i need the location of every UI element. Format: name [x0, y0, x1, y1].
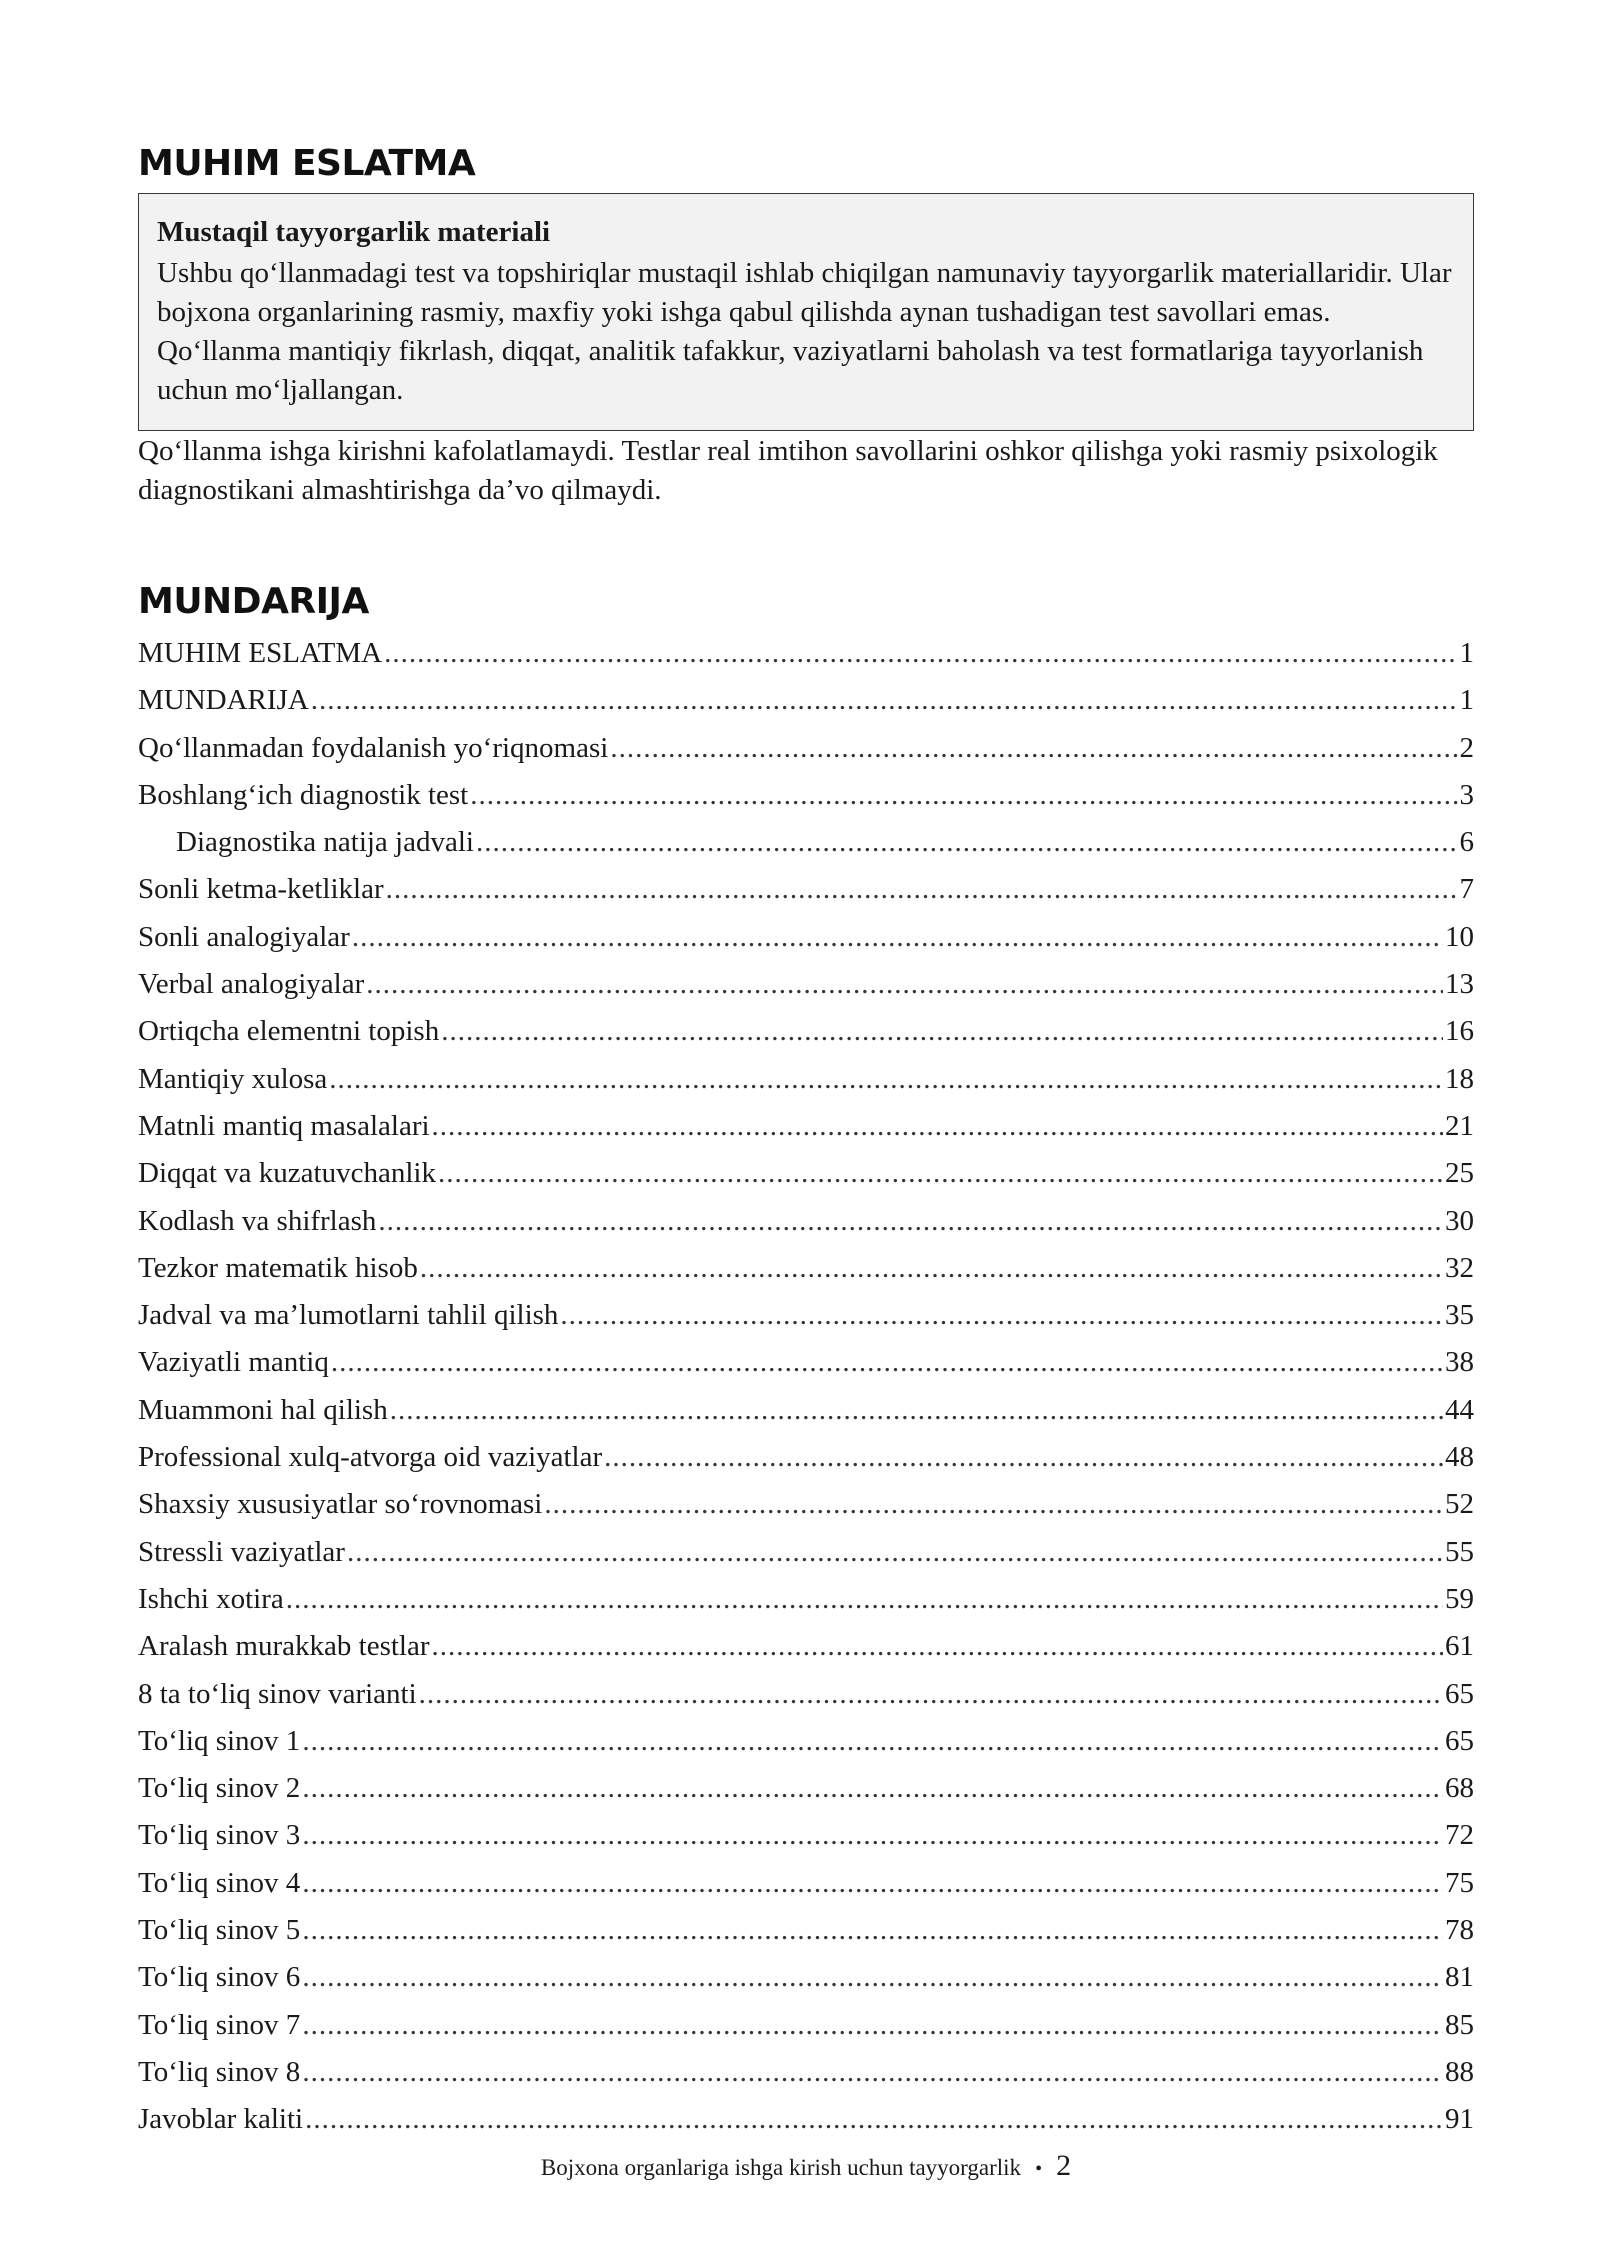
toc-entry[interactable]: [138, 1150, 1474, 1197]
toc-entry-title: To‘liq sinov 5: [138, 1914, 301, 1947]
toc-dot-leader: [302, 1860, 1443, 1907]
toc-dot-leader: [302, 2049, 1443, 2096]
toc-entry[interactable]: [138, 914, 1474, 961]
toc-entry-page: 91: [1445, 2103, 1474, 2136]
toc-entry-page: 55: [1445, 1535, 1474, 1568]
toc-dot-leader: [311, 677, 1458, 724]
toc-entry-title: Stressli vaziyatlar: [138, 1535, 345, 1568]
toc-entry[interactable]: [138, 725, 1474, 772]
toc-dot-leader: [352, 914, 1443, 961]
toc-dot-leader: [302, 1718, 1443, 1765]
toc-dot-leader: [305, 2096, 1443, 2143]
toc-entry-page: 10: [1445, 920, 1474, 953]
toc-dot-leader: [610, 725, 1457, 772]
toc-entry[interactable]: [138, 1718, 1474, 1765]
toc-dot-leader: [560, 1292, 1443, 1339]
toc-entry-page: 59: [1445, 1582, 1474, 1615]
notice-box-title: Mustaqil tayyorgarlik materiali: [157, 216, 551, 248]
toc-entry-page: 6: [1459, 826, 1474, 859]
toc-entry-page: 61: [1445, 1630, 1474, 1663]
toc-dot-leader: [286, 1576, 1443, 1623]
toc-entry-page: 18: [1445, 1062, 1474, 1095]
toc-entry-page: 1: [1459, 684, 1474, 717]
toc-entry-title: To‘liq sinov 7: [138, 2008, 301, 2041]
toc-entry-page: 65: [1445, 1677, 1474, 1710]
toc-entry-title: 8 ta to‘liq sinov varianti: [138, 1677, 417, 1710]
toc-entry[interactable]: [138, 2002, 1474, 2049]
toc-dot-leader: [302, 1954, 1443, 2001]
toc-entry-page: 30: [1445, 1204, 1474, 1237]
toc-dot-leader: [432, 1103, 1443, 1150]
toc-entry[interactable]: [138, 819, 1474, 866]
toc-entry-title: Ishchi xotira: [138, 1582, 284, 1615]
toc-dot-leader: [419, 1671, 1443, 1718]
toc-entry-title: Sonli analogiyalar: [138, 920, 350, 953]
toc-entry-title: To‘liq sinov 6: [138, 1961, 301, 1994]
toc-entry-title: Boshlang‘ich diagnostik test: [138, 778, 469, 811]
toc-entry[interactable]: [138, 1529, 1474, 1576]
toc-entry-page: 72: [1445, 1819, 1474, 1852]
toc-dot-leader: [441, 1008, 1443, 1055]
toc-entry-page: 16: [1445, 1015, 1474, 1048]
toc-entry[interactable]: [138, 961, 1474, 1008]
table-of-contents: [138, 630, 1474, 2144]
toc-dot-leader: [347, 1529, 1443, 1576]
toc-entry-title: Ortiqcha elementni topish: [138, 1015, 440, 1048]
toc-entry[interactable]: [138, 1387, 1474, 1434]
footer-title: Bojxona organlariga ishga kirish uchun tayyorgarlik: [540, 2155, 1022, 2180]
toc-entry[interactable]: [138, 866, 1474, 913]
toc-entry-page: 38: [1445, 1346, 1474, 1379]
toc-entry-title: Sonli ketma-ketliklar: [138, 873, 384, 906]
toc-entry-page: 3: [1459, 778, 1474, 811]
toc-entry-title: Verbal analogiyalar: [138, 968, 365, 1001]
notice-box: [138, 193, 1474, 431]
page-number: 2: [1056, 2149, 1072, 2182]
toc-entry[interactable]: [138, 1860, 1474, 1907]
toc-entry[interactable]: [138, 1765, 1474, 1812]
notice-box-body: Ushbu qo‘llanmadagi test va topshiriqlar mustaqil ishlab chiqilgan namunaviy tayyorgarlik materiallaridir. Ular bojxona organlarining rasmiy, maxfiy yoki ishga qabul qilishda aynan tushadigan test savollari emas. Qo‘llanma mantiqiy fikrlash, diqqat, analitik tafakkur, vaziyatlarni baholash va test formatlariga tayyorlanish uchun mo‘ljallangan.: [157, 257, 1452, 406]
toc-dot-leader: [470, 772, 1457, 819]
toc-entry-page: 2: [1459, 731, 1474, 764]
toc-entry[interactable]: [138, 772, 1474, 819]
toc-entry[interactable]: [138, 1812, 1474, 1859]
notice-heading: MUHIM ESLATMA: [138, 143, 476, 184]
toc-entry-title: Muammoni hal qilish: [138, 1393, 388, 1426]
footer-separator: •: [1035, 2158, 1043, 2180]
toc-dot-leader: [604, 1434, 1443, 1481]
toc-entry-title: Mantiqiy xulosa: [138, 1062, 328, 1095]
toc-entry[interactable]: [138, 677, 1474, 724]
toc-entry-page: 25: [1445, 1157, 1474, 1190]
toc-dot-leader: [331, 1339, 1443, 1386]
toc-entry-title: Javoblar kaliti: [138, 2103, 304, 2136]
toc-entry[interactable]: [138, 630, 1474, 677]
toc-dot-leader: [386, 866, 1458, 913]
toc-dot-leader: [302, 1907, 1443, 1954]
toc-dot-leader: [329, 1056, 1443, 1103]
toc-entry-title: To‘liq sinov 3: [138, 1819, 301, 1852]
toc-entry-title: Qo‘llanmadan foydalanish yo‘riqnomasi: [138, 731, 609, 764]
toc-dot-leader: [302, 2002, 1443, 2049]
toc-entry-page: 65: [1445, 1724, 1474, 1757]
toc-entry-page: 32: [1445, 1251, 1474, 1284]
toc-entry-page: 78: [1445, 1914, 1474, 1947]
toc-entry-page: 7: [1459, 873, 1474, 906]
toc-entry-title: Diqqat va kuzatuvchanlik: [138, 1157, 436, 1190]
document-page: [138, 0, 1474, 2262]
toc-entry-title: To‘liq sinov 1: [138, 1724, 301, 1757]
toc-entry-title: Matnli mantiq masalalari: [138, 1109, 430, 1142]
toc-dot-leader: [420, 1245, 1443, 1292]
toc-entry-title: Kodlash va shifrlash: [138, 1204, 377, 1237]
toc-entry-page: 81: [1445, 1961, 1474, 1994]
toc-entry-title: To‘liq sinov 4: [138, 1866, 301, 1899]
toc-entry-title: To‘liq sinov 2: [138, 1772, 301, 1805]
toc-entry[interactable]: [138, 1576, 1474, 1623]
page-footer: [138, 2148, 1474, 2187]
toc-entry-page: 48: [1445, 1441, 1474, 1474]
toc-entry[interactable]: [138, 1198, 1474, 1245]
toc-dot-leader: [378, 1198, 1443, 1245]
toc-entry[interactable]: [138, 1008, 1474, 1055]
toc-dot-leader: [366, 961, 1443, 1008]
toc-dot-leader: [390, 1387, 1443, 1434]
toc-heading: MUNDARIJA: [138, 581, 369, 622]
toc-entry-title: Tezkor matematik hisob: [138, 1251, 418, 1284]
toc-entry-page: 44: [1445, 1393, 1474, 1426]
toc-entry[interactable]: [138, 1056, 1474, 1103]
toc-entry-page: 1: [1459, 637, 1474, 669]
toc-entry-title: Vaziyatli mantiq: [138, 1346, 329, 1379]
toc-entry-title: Shaxsiy xususiyatlar so‘rovnomasi: [138, 1488, 543, 1521]
toc-entry-page: 52: [1445, 1488, 1474, 1521]
toc-dot-leader: [544, 1481, 1443, 1528]
toc-entry-page: 35: [1445, 1299, 1474, 1332]
toc-dot-leader: [432, 1623, 1443, 1670]
toc-dot-leader: [302, 1765, 1443, 1812]
toc-entry-title: To‘liq sinov 8: [138, 2055, 301, 2088]
toc-dot-leader: [438, 1150, 1443, 1197]
toc-entry-page: 88: [1445, 2055, 1474, 2088]
toc-entry-title: MUNDARIJA: [138, 684, 309, 717]
toc-entry[interactable]: [138, 1103, 1474, 1150]
toc-entry-title: Professional xulq-atvorga oid vaziyatlar: [138, 1441, 603, 1474]
toc-entry[interactable]: [138, 2049, 1474, 2096]
toc-entry[interactable]: [138, 1954, 1474, 2001]
toc-entry-title: Aralash murakkab testlar: [138, 1630, 430, 1663]
toc-entry[interactable]: [138, 1671, 1474, 1718]
toc-entry-page: 85: [1445, 2008, 1474, 2041]
notice-disclaimer: Qo‘llanma ishga kirishni kafolatlamaydi. Testlar real imtihon savollarini oshkor qilishga yoki rasmiy psixologik diagnostikani almashtirishga da’vo qilmaydi.: [138, 435, 1438, 506]
toc-dot-leader: [384, 630, 1457, 677]
toc-entry-page: 75: [1445, 1866, 1474, 1899]
toc-entry[interactable]: [138, 1481, 1474, 1528]
toc-entry-title: Jadval va ma’lumotlarni tahlil qilish: [138, 1299, 559, 1332]
toc-entry-title: Diagnostika natija jadvali: [176, 826, 474, 859]
toc-entry-page: 21: [1445, 1109, 1474, 1142]
toc-entry[interactable]: [138, 1434, 1474, 1481]
toc-entry[interactable]: [138, 1623, 1474, 1670]
toc-entry[interactable]: [138, 1339, 1474, 1386]
toc-entry[interactable]: [138, 1907, 1474, 1954]
toc-entry[interactable]: [138, 1292, 1474, 1339]
toc-dot-leader: [476, 819, 1458, 866]
toc-entry-title: MUHIM ESLATMA: [138, 637, 383, 669]
toc-dot-leader: [302, 1812, 1443, 1859]
toc-entry-page: 68: [1445, 1772, 1474, 1805]
toc-entry[interactable]: [138, 1245, 1474, 1292]
toc-entry[interactable]: [138, 2096, 1474, 2143]
toc-entry-page: 13: [1445, 968, 1474, 1001]
